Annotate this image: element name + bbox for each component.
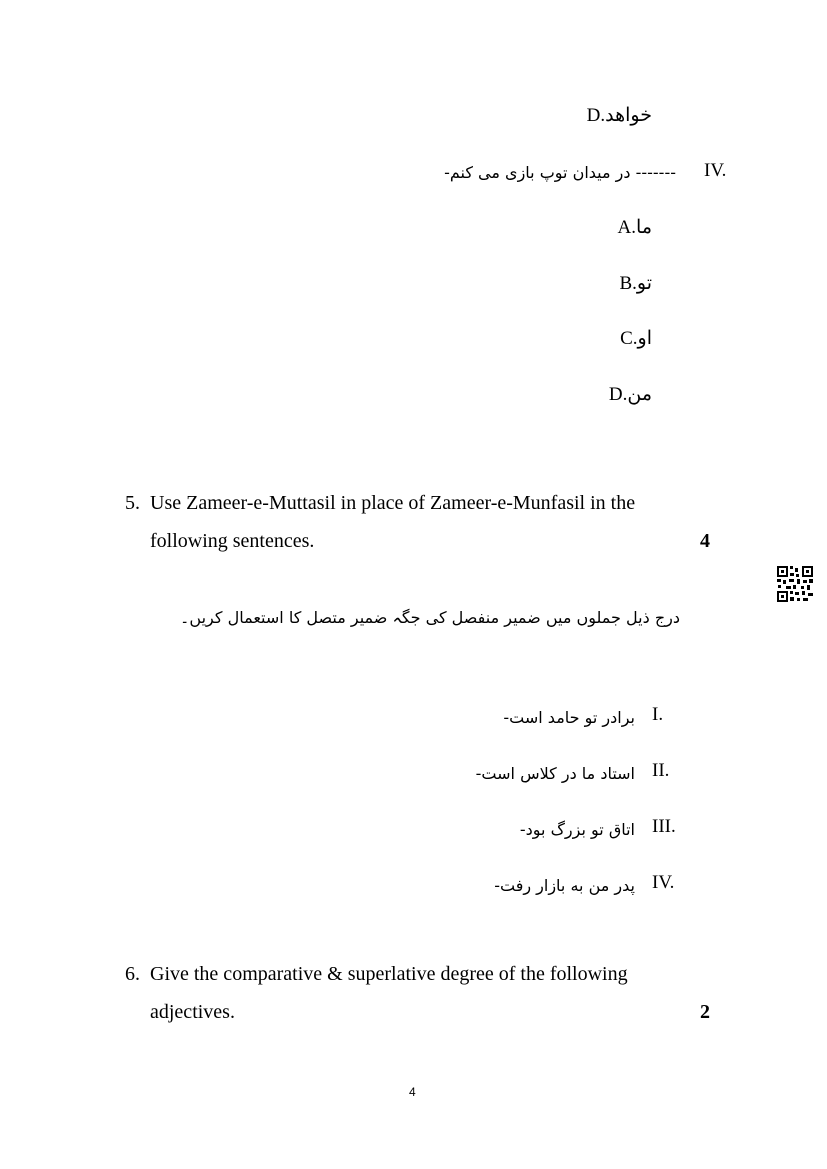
- q4-iv-option-d: [580, 383, 652, 406]
- option-text: ما: [636, 217, 652, 238]
- option-label: C.: [620, 328, 638, 349]
- option-text: او: [637, 328, 652, 349]
- q6-text-line2: adjectives.: [150, 1001, 235, 1023]
- q4-iv-numeral: IV.: [704, 160, 727, 181]
- option-label: D.: [586, 105, 606, 126]
- q6-text-line1: Give the comparative & superlative degree of the following: [150, 963, 628, 985]
- option-text: خواهد: [605, 105, 652, 126]
- q5-marks: 4: [700, 530, 710, 552]
- q4-iv-option-c: [580, 327, 652, 350]
- prev-option-d: [560, 104, 652, 127]
- option-label: B.: [619, 273, 637, 294]
- option-text: من: [627, 384, 652, 405]
- q5-item-text: اتاق تو بزرگ بود-: [519, 820, 635, 839]
- q5-item-numeral: II.: [652, 760, 670, 781]
- option-label: A.: [617, 217, 637, 238]
- q6-marks: 2: [700, 1001, 710, 1023]
- q5-item-numeral: III.: [652, 816, 676, 837]
- q5-text-line1: Use Zameer-e-Muttasil in place of Zameer-e-Munfasil in the: [150, 492, 636, 514]
- q5-item-text: پدر من به بازار رفت-: [494, 876, 635, 895]
- option-label: D.: [608, 384, 628, 405]
- q4-iv-option-a: [580, 216, 652, 239]
- q5-text-line2: following sentences.: [150, 530, 315, 552]
- q5-item-numeral: IV.: [652, 872, 675, 893]
- qr-code-icon: [776, 565, 814, 603]
- q5-number: 5.: [125, 492, 140, 514]
- q5-item-numeral: I.: [652, 704, 664, 725]
- q4-iv-option-b: [580, 272, 652, 295]
- q5-urdu-instruction: درج ذیل جملوں میں ضمیر منفصل کی جگہ ضمیر متصل کا استعمال کریں۔: [180, 608, 680, 627]
- option-text: تو: [636, 273, 652, 294]
- q4-iv-sentence: ------- در میدان توپ بازی می کنم-: [444, 163, 676, 182]
- q5-item-text: برادر تو حامد است-: [503, 708, 635, 727]
- q5-item-text: استاد ما در کلاس است-: [475, 764, 635, 783]
- q6-number: 6.: [125, 963, 140, 985]
- page-number: 4: [409, 1085, 416, 1099]
